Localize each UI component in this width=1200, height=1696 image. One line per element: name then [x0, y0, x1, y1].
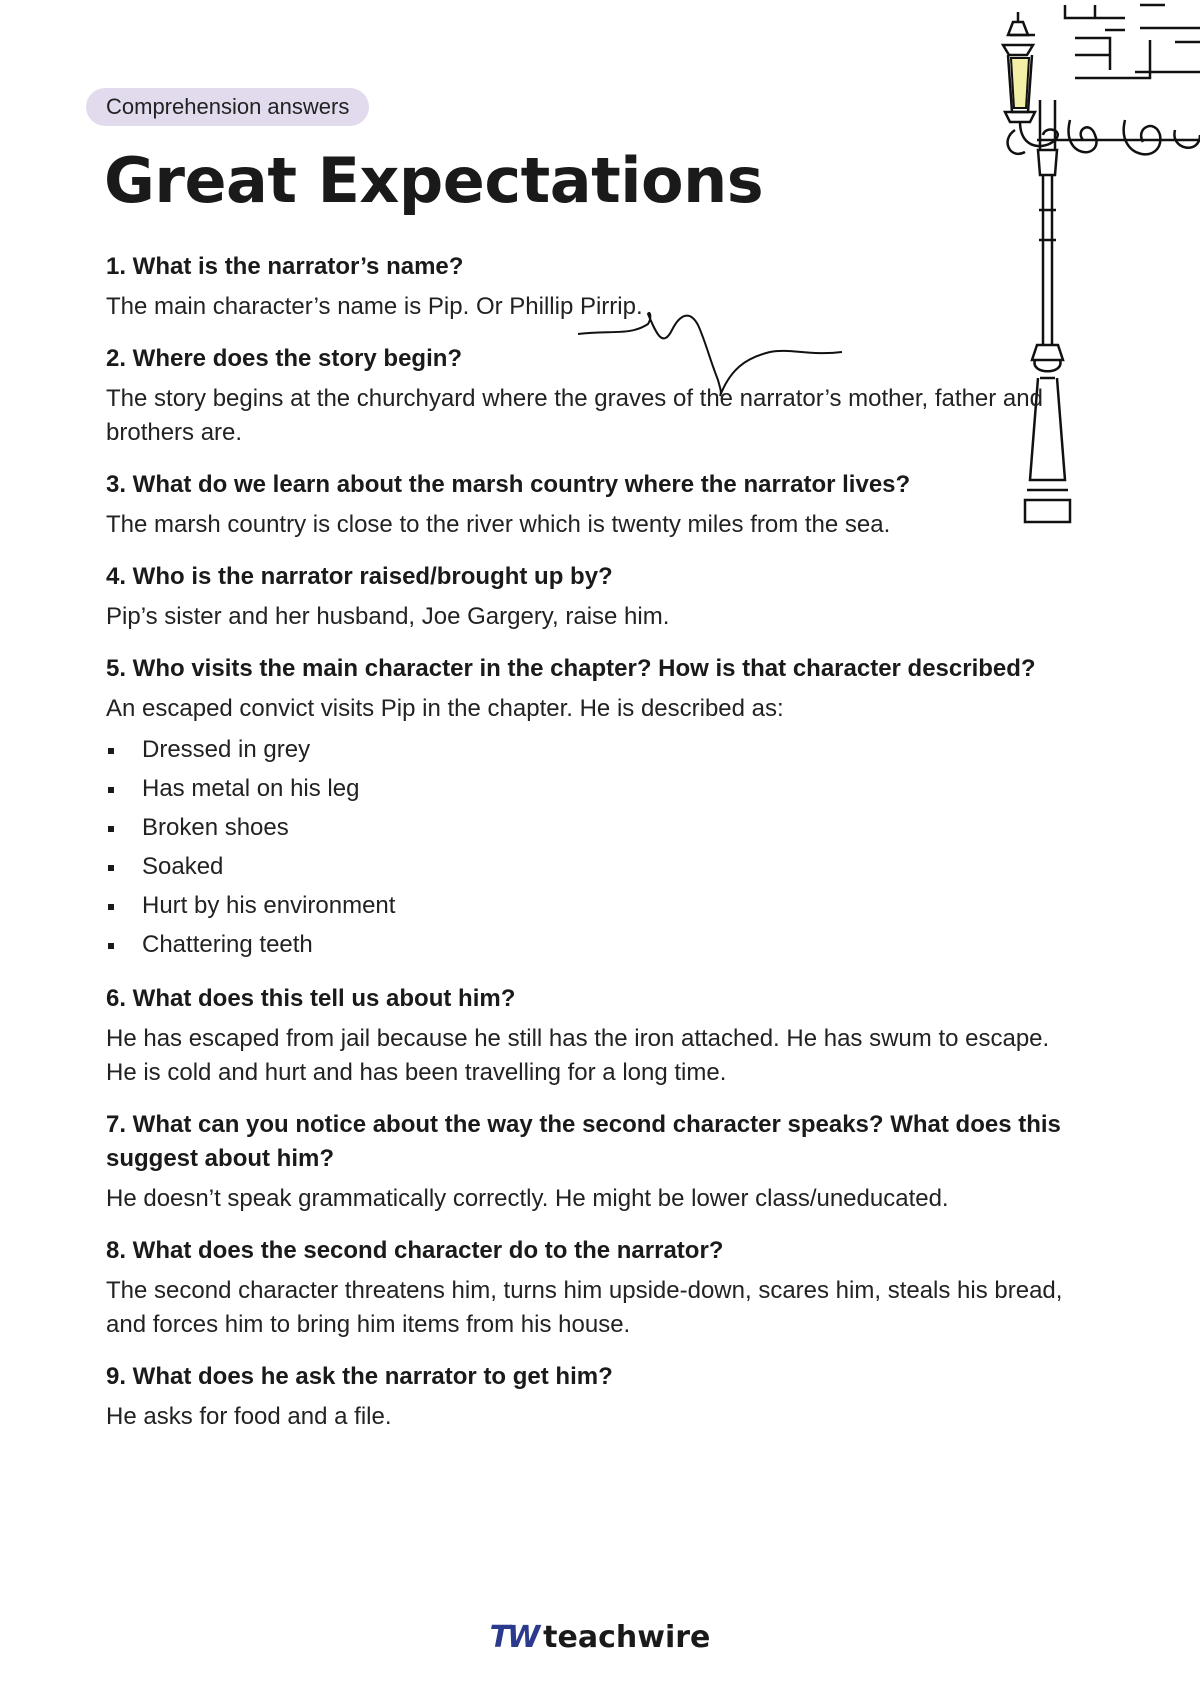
- answer: He asks for food and a file.: [106, 1403, 392, 1430]
- question: 4. Who is the narrator raised/brought up by?: [106, 563, 613, 590]
- list-item: Soaked: [106, 847, 1066, 886]
- question: 2. Where does the story begin?: [106, 345, 463, 372]
- answer: The story begins at the churchyard where the graves of the narrator’s mother, father and brothers are.: [106, 385, 1043, 446]
- qa-item: [106, 468, 1066, 542]
- question: 8. What does the second character do to the narrator?: [106, 1237, 724, 1264]
- list-item: Has metal on his leg: [106, 769, 1066, 808]
- qa-content: [106, 250, 1066, 1452]
- answer: The second character threatens him, turns him upside-down, scares him, steals his bread, and forces him to bring him items from his house.: [106, 1277, 1063, 1338]
- qa-item: [106, 250, 1066, 324]
- answer: The main character’s name is Pip. Or Phillip Pirrip.: [106, 293, 643, 320]
- question: 5. Who visits the main character in the chapter? How is that character described?: [106, 655, 1036, 682]
- qa-item: [106, 982, 1066, 1090]
- qa-item: [106, 342, 1066, 450]
- logo-mark: TW: [489, 1620, 538, 1655]
- question: 6. What does this tell us about him?: [106, 985, 516, 1012]
- list-item: Dressed in grey: [106, 730, 1066, 769]
- qa-item: [106, 1108, 1066, 1216]
- answer: He doesn’t speak grammatically correctly. He might be lower class/uneducated.: [106, 1185, 949, 1212]
- qa-item: [106, 1234, 1066, 1342]
- page-title: Great Expectations: [104, 144, 764, 217]
- qa-item: [106, 1360, 1066, 1434]
- list-item: Chattering teeth: [106, 925, 1066, 964]
- section-badge: Comprehension answers: [86, 88, 369, 126]
- answer: Pip’s sister and her husband, Joe Gargery, raise him.: [106, 603, 670, 630]
- question: 3. What do we learn about the marsh country where the narrator lives?: [106, 471, 911, 498]
- qa-item: [106, 652, 1066, 964]
- answer: The marsh country is close to the river which is twenty miles from the sea.: [106, 511, 891, 538]
- bullet-list: [106, 730, 1066, 964]
- answer: He has escaped from jail because he still has the iron attached. He has swum to escape. He is cold and hurt and has been travelling for a long time.: [106, 1025, 1050, 1086]
- question: 9. What does he ask the narrator to get him?: [106, 1363, 613, 1390]
- list-item: Broken shoes: [106, 808, 1066, 847]
- answer: An escaped convict visits Pip in the chapter. He is described as:: [106, 695, 784, 722]
- logo-text: teachwire: [543, 1620, 711, 1655]
- question: 7. What can you notice about the way the second character speaks? What does this suggest about him?: [106, 1111, 1061, 1172]
- question: 1. What is the narrator’s name?: [106, 253, 464, 280]
- teachwire-logo[interactable]: [0, 1620, 1200, 1655]
- qa-item: [106, 560, 1066, 634]
- list-item: Hurt by his environment: [106, 886, 1066, 925]
